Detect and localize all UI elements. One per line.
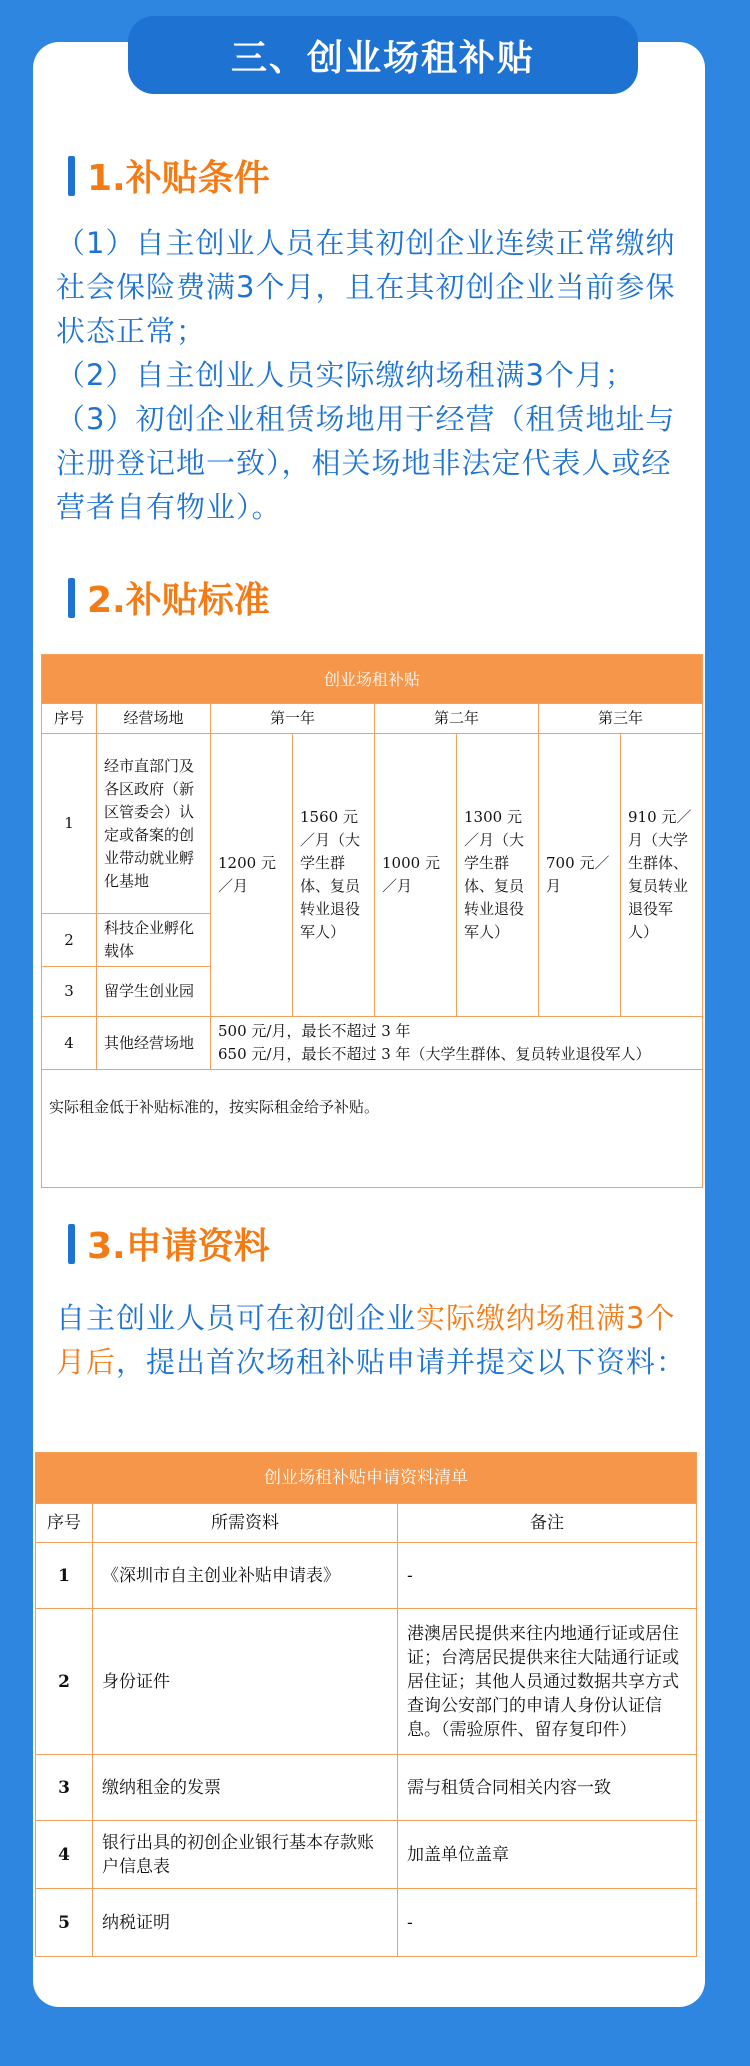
year3-normal: 700 元／月 [539,734,621,1017]
column-header: 经营场地 [97,704,211,734]
column-header: 第一年 [211,704,375,734]
column-header: 备注 [398,1504,697,1543]
year1-special: 1560 元／月（大学生群体、复员转业退役军人） [293,734,375,1017]
table-caption: 创业场租补贴 [42,655,703,704]
row-number: 5 [36,1889,93,1957]
note-cell: 加盖单位盖章 [398,1821,697,1889]
page-title: 三、创业场租补贴 [128,16,638,94]
year1-normal: 1200 元／月 [211,734,293,1017]
row-number: 4 [36,1821,93,1889]
condition-item: （1）自主创业人员在其初创企业连续正常缴纳社会保险费满3个月，且在其初创企业当前参保状态正常； [56,226,676,348]
apply-text-highlight: 实际缴纳场租满3个月后 [56,1301,676,1379]
row-number: 1 [36,1543,93,1609]
column-header: 序号 [42,704,97,734]
row-number: 2 [42,914,97,967]
other-standard-line: 500 元/月，最长不超过 3 年 [218,1022,411,1040]
section-title-text: 2.补贴标准 [87,580,270,621]
row-number: 1 [42,734,97,914]
apply-text-part: 自主创业人员可在初创企业 [56,1301,417,1335]
note-cell: - [398,1889,697,1957]
doc-cell: 《深圳市自主创业补贴申请表》 [93,1543,398,1609]
doc-cell: 纳税证明 [93,1889,398,1957]
note-cell: - [398,1543,697,1609]
other-standard-cell [211,1017,703,1070]
materials-table [35,1452,697,1957]
section-marker [68,1224,75,1264]
note-cell: 需与租赁合同相关内容一致 [398,1755,697,1821]
row-number: 2 [36,1609,93,1755]
subsidy-standard-table [41,654,703,1188]
column-header: 所需资料 [93,1504,398,1543]
place-cell: 经市直部门及各区政府（新区管委会）认定或备案的创业带动就业孵化基地 [97,734,211,914]
column-header: 第三年 [539,704,703,734]
table-row [36,1821,697,1889]
table-row [36,1755,697,1821]
table-row [36,1889,697,1957]
condition-item: （3）初创企业租赁场地用于经营（租赁地址与注册登记地一致），相关场地非法定代表人或经营者自有物业）。 [56,402,676,524]
section-title-text: 1.补贴条件 [87,158,270,199]
section-marker [68,156,75,196]
row-number: 4 [42,1017,97,1070]
condition-item: （2）自主创业人员实际缴纳场租满3个月； [56,358,635,392]
apply-text [56,1296,696,1384]
table-caption: 创业场租补贴申请资料清单 [36,1453,697,1504]
column-header: 第二年 [375,704,539,734]
section-title-standard [68,572,270,623]
table-note: 实际租金低于补贴标准的，按实际租金给予补贴。 [42,1070,703,1188]
year3-special: 910 元／月（大学生群体、复员转业退役军人） [621,734,703,1017]
year2-normal: 1000 元／月 [375,734,457,1017]
section-title-conditions [68,150,270,201]
doc-cell: 缴纳租金的发票 [93,1755,398,1821]
section-marker [68,578,75,618]
year2-special: 1300 元／月（大学生群体、复员转业退役军人） [457,734,539,1017]
section-title-materials [68,1218,270,1269]
other-standard-line: 650 元/月，最长不超过 3 年（大学生群体、复员转业退役军人） [218,1045,651,1063]
row-number: 3 [36,1755,93,1821]
table-row [36,1609,697,1755]
place-cell: 留学生创业园 [97,967,211,1017]
note-cell: 港澳居民提供来往内地通行证或居住证；台湾居民提供来往大陆通行证或居住证；其他人员通过数据共享方式查询公安部门的申请人身份认证信息。（需验原件、留存复印件） [398,1609,697,1755]
column-header: 序号 [36,1504,93,1543]
place-cell: 科技企业孵化载体 [97,914,211,967]
table-row [36,1543,697,1609]
doc-cell: 银行出具的初创企业银行基本存款账户信息表 [93,1821,398,1889]
doc-cell: 身份证件 [93,1609,398,1755]
row-number: 3 [42,967,97,1017]
apply-text-part: ，提出首次场租补贴申请并提交以下资料： [116,1345,687,1379]
place-cell: 其他经营场地 [97,1017,211,1070]
section-title-text: 3.申请资料 [87,1226,270,1267]
conditions-text [56,221,676,529]
